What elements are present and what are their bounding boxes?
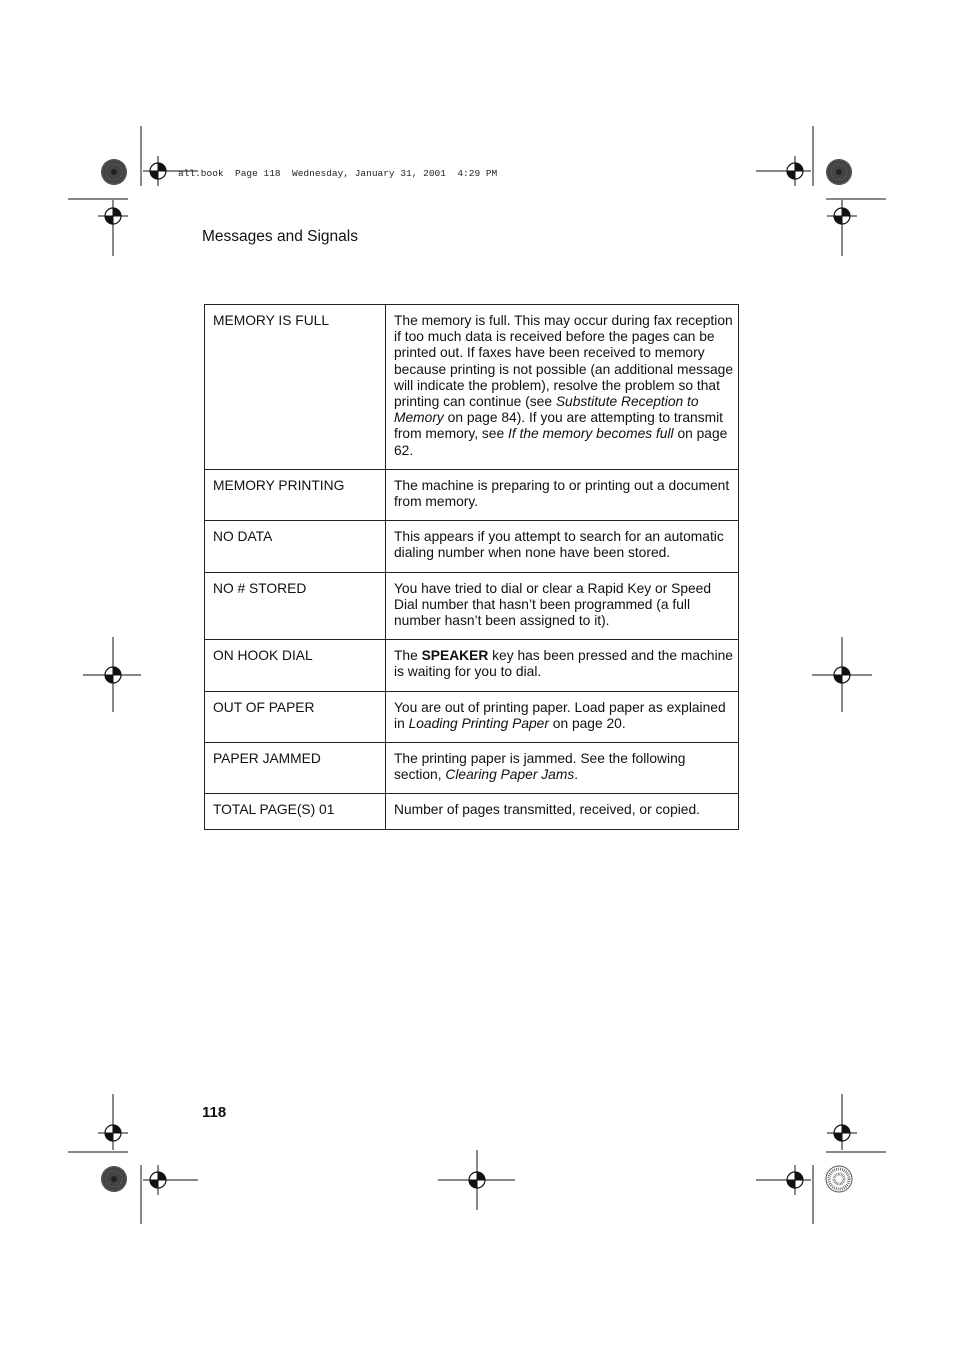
message-description (386, 469, 739, 520)
message-description (386, 691, 739, 742)
message-description (386, 521, 739, 572)
description-text: . (574, 767, 579, 783)
description-text: on page 20. (548, 715, 626, 731)
table-row (205, 305, 739, 470)
message-description (386, 640, 739, 691)
table-row (205, 794, 739, 829)
table-row (205, 640, 739, 691)
table-row (205, 691, 739, 742)
message-description (386, 794, 739, 829)
message-description (386, 572, 739, 640)
table-row (205, 572, 739, 640)
message-name: MEMORY PRINTING (205, 469, 386, 520)
table-row (205, 469, 739, 520)
message-name: NO # STORED (205, 572, 386, 640)
description-text: key has been pressed and the machine is waiting for you to dial. (394, 648, 733, 680)
description-text: This appears if you attempt to search for an automatic dialing number when none have been stored. (394, 529, 724, 561)
description-text: The machine is preparing to or printing out a document from memory. (394, 477, 730, 510)
description-text: on page 62. (394, 426, 728, 458)
message-name: OUT OF PAPER (205, 691, 386, 742)
section-title: Messages and Signals (202, 228, 358, 245)
description-text: The memory is full. This may occur during fax reception if too much data is received before the pages can be printed out. If faxes have been received to memory because printing is not possible (an additional message will indicate the problem), resolve the problem so that printing can continue (see (394, 313, 734, 410)
table-row (205, 743, 739, 794)
message-name: ON HOOK DIAL (205, 640, 386, 691)
description-text: The printing paper is jammed. See the following section, (394, 751, 686, 783)
reference-link-text: Loading Printing Paper (408, 715, 549, 731)
key-name: SPEAKER (421, 648, 489, 664)
description-text: You have tried to dial or clear a Rapid Key or Speed Dial number that hasn’t been programmed (a full number hasn’t been assigned to it). (394, 580, 712, 629)
page-number: 118 (202, 1104, 227, 1121)
description-text: You are out of printing paper. Load paper as explained in (394, 699, 726, 731)
description-text: The (394, 648, 422, 664)
message-description (386, 305, 739, 470)
message-description (386, 743, 739, 794)
description-text: on page 84). If you are attempting to transmit from memory, see (394, 410, 723, 442)
description-text: Number of pages transmitted, received, or copied. (394, 802, 700, 818)
reference-link-text: Substitute Reception to Memory (394, 394, 699, 426)
message-name: TOTAL PAGE(S) 01 (205, 794, 386, 829)
message-name: MEMORY IS FULL (205, 305, 386, 470)
message-name: PAPER JAMMED (205, 743, 386, 794)
messages-table-body (205, 305, 739, 830)
messages-table (204, 304, 739, 830)
reference-link-text: If the memory becomes full (507, 426, 674, 442)
message-name: NO DATA (205, 521, 386, 572)
print-info: all.book Page 118 Wednesday, January 31, 2001 4:29 PM (178, 168, 498, 179)
table-row (205, 521, 739, 572)
reference-link-text: Clearing Paper Jams (445, 767, 575, 783)
